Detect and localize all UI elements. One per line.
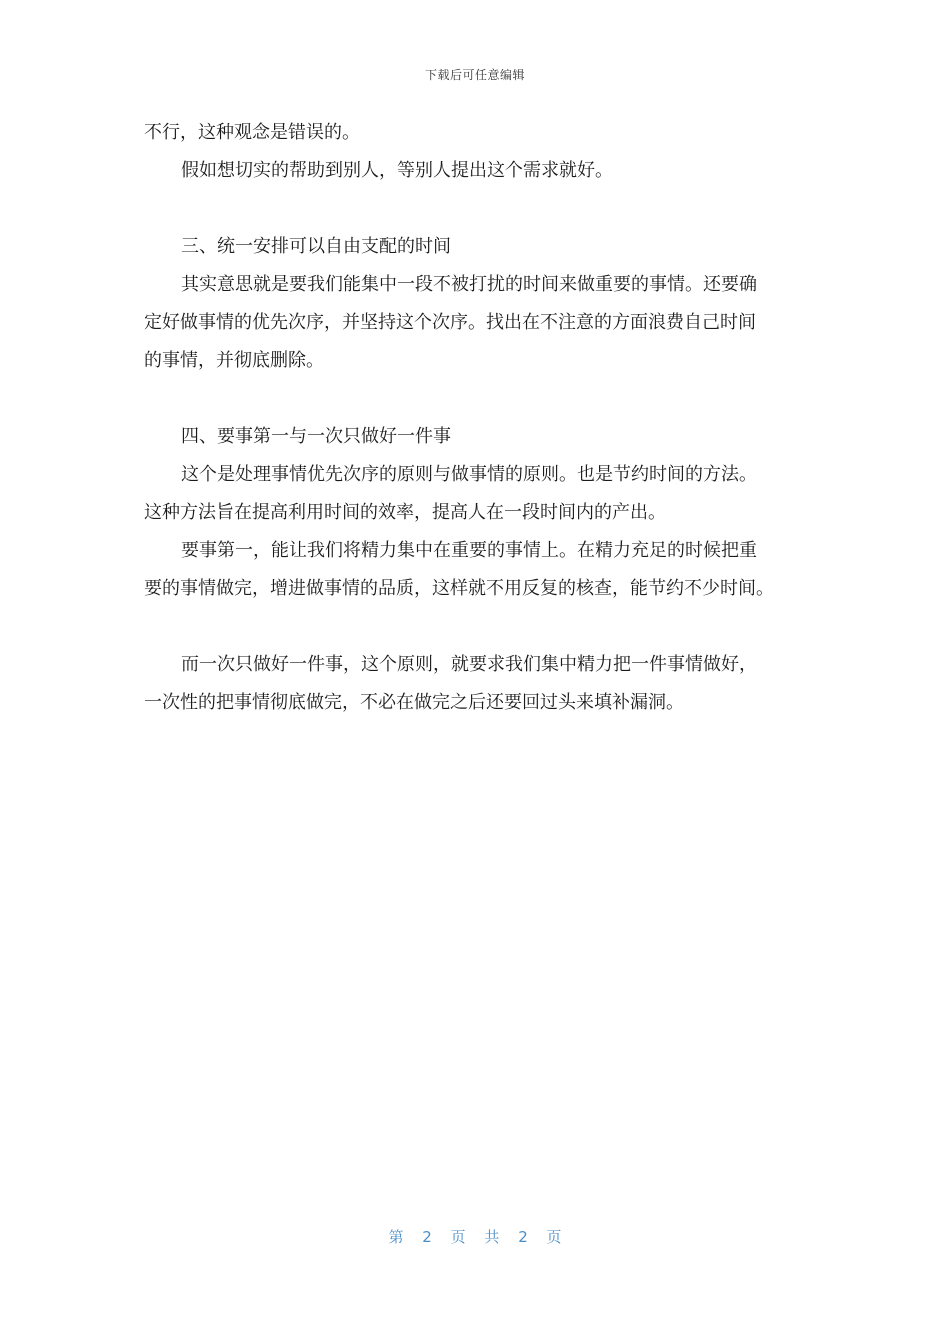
paragraph-line: 的事情，并彻底删除。 xyxy=(144,350,324,371)
footer-label-ye2: 页 xyxy=(546,1228,562,1246)
section-heading-4: 四、要事第一与一次只做好一件事 xyxy=(181,426,451,447)
footer-label-ye: 页 xyxy=(450,1228,466,1246)
paragraph-line: 而一次只做好一件事，这个原则，就要求我们集中精力把一件事情做好， xyxy=(181,654,757,675)
section-heading-3: 三、统一安排可以自由支配的时间 xyxy=(181,236,451,257)
paragraph-line: 不行，这种观念是错误的。 xyxy=(144,122,360,143)
footer-page-current: 2 xyxy=(422,1228,432,1246)
paragraph-line: 这个是处理事情优先次序的原则与做事情的原则。也是节约时间的方法。 xyxy=(181,464,757,485)
paragraph-gap xyxy=(144,380,814,418)
paragraph-line: 这种方法旨在提高利用时间的效率，提高人在一段时间内的产出。 xyxy=(144,502,666,523)
paragraph-line: 其实意思就是要我们能集中一段不被打扰的时间来做重要的事情。还要确 xyxy=(181,274,757,295)
document-body xyxy=(144,114,814,722)
page-header: 下载后可任意编辑 xyxy=(424,68,525,82)
paragraph-line: 定好做事情的优先次序，并坚持这个次序。找出在不注意的方面浪费自己时间 xyxy=(144,312,756,333)
paragraph-gap xyxy=(144,190,814,228)
paragraph-gap xyxy=(144,608,814,646)
footer-page-total: 2 xyxy=(518,1228,528,1246)
footer-label-di: 第 xyxy=(388,1228,404,1246)
paragraph-line: 要事第一，能让我们将精力集中在重要的事情上。在精力充足的时候把重 xyxy=(181,540,757,561)
page-footer xyxy=(0,1226,950,1247)
paragraph-line: 要的事情做完，增进做事情的品质，这样就不用反复的核查，能节约不少时间。 xyxy=(144,578,774,599)
paragraph-line: 一次性的把事情彻底做完，不必在做完之后还要回过头来填补漏洞。 xyxy=(144,692,684,713)
paragraph-line: 假如想切实的帮助到别人，等别人提出这个需求就好。 xyxy=(181,160,613,181)
footer-label-gong: 共 xyxy=(484,1228,500,1246)
